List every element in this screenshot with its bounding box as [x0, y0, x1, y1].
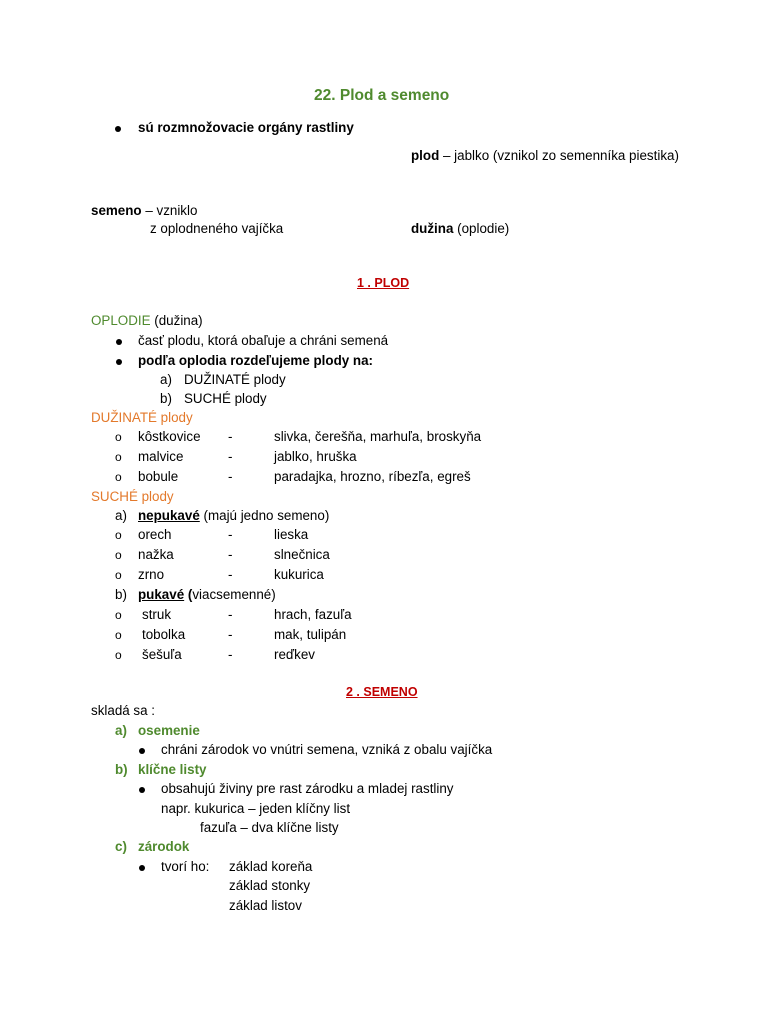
list-mark: c) — [115, 839, 127, 854]
fruit-examples: lieska — [274, 527, 309, 542]
semeno-term: semeno — [91, 203, 142, 218]
zarodok-lead: tvorí ho: — [161, 859, 210, 874]
bullet-icon — [139, 748, 145, 754]
pukave-rest: viacsemenné) — [192, 587, 276, 602]
fruit-examples: mak, tulipán — [274, 627, 347, 642]
dash-separator: - — [228, 429, 233, 444]
bullet-icon — [116, 359, 122, 365]
dash-separator: - — [228, 449, 233, 464]
oplodie-line — [91, 313, 203, 329]
zarodok-label: zárodok — [138, 839, 190, 854]
plod-definition: – jablko (vznikol zo semenníka piestika) — [439, 148, 679, 163]
plod-line — [411, 148, 679, 164]
klicne-listy-example-2: fazuľa – dva klíčne listy — [200, 820, 339, 835]
klicne-listy-text: obsahujú živiny pre rast zárodku a mladej rastliny — [161, 781, 454, 796]
pukave-paren: ( — [184, 587, 193, 602]
circle-bullet-icon: o — [115, 450, 122, 464]
duzina-line — [411, 221, 509, 237]
circle-bullet-icon: o — [115, 430, 122, 444]
klicne-listy-example-1: napr. kukurica – jeden klíčny list — [161, 801, 351, 816]
semeno-line-2: z oplodneného vajíčka — [150, 221, 284, 236]
duzinate-heading: DUŽINATÉ plody — [91, 410, 193, 425]
section-heading-semeno: 2 . SEMENO — [346, 685, 418, 699]
dash-separator: - — [228, 547, 233, 562]
semeno-definition: – vzniklo — [141, 203, 198, 218]
pukave-line — [138, 587, 276, 603]
dash-separator: - — [228, 567, 233, 582]
list-mark: b) — [115, 762, 128, 777]
fruit-type: šešuľa — [142, 647, 182, 662]
semeno-line — [91, 203, 197, 219]
nepukave-line — [138, 508, 329, 524]
fruit-type: nažka — [138, 547, 174, 562]
fruit-examples: slnečnica — [274, 547, 330, 562]
circle-bullet-icon: o — [115, 470, 122, 484]
fruit-type: bobule — [138, 469, 179, 484]
nepukave-rest: (majú jedno semeno) — [199, 508, 330, 523]
list-mark: b) — [160, 391, 172, 406]
fruit-type: orech — [138, 527, 172, 542]
intro-bullet-text: sú rozmnožovacie orgány rastliny — [138, 120, 354, 135]
duzina-definition: (oplodie) — [453, 221, 510, 236]
dash-separator: - — [228, 607, 233, 622]
fruit-examples: slivka, čerešňa, marhuľa, broskyňa — [274, 429, 482, 444]
section-heading-plod: 1 . PLOD — [357, 276, 410, 290]
bullet-icon — [115, 126, 121, 132]
fruit-examples: jablko, hruška — [274, 449, 357, 464]
plod-term: plod — [411, 148, 440, 163]
circle-bullet-icon: o — [115, 648, 122, 662]
zarodok-part: základ koreňa — [229, 859, 313, 874]
list-mark: a) — [115, 508, 127, 523]
circle-bullet-icon: o — [115, 628, 122, 642]
suche-heading: SUCHÉ plody — [91, 489, 174, 504]
oplodie-rest: (dužina) — [150, 313, 203, 328]
fruit-type: struk — [142, 607, 172, 622]
list-item-duzinate: DUŽINATÉ plody — [184, 372, 286, 387]
list-mark: a) — [160, 372, 172, 387]
pukave-label: pukavé — [138, 587, 185, 602]
list-item-suche: SUCHÉ plody — [184, 391, 267, 406]
osemenie-text: chráni zárodok vo vnútri semena, vzniká z obalu vajíčka — [161, 742, 493, 757]
zarodok-part: základ stonky — [229, 878, 311, 893]
fruit-type: zrno — [138, 567, 165, 582]
osemenie-label: osemenie — [138, 723, 200, 738]
fruit-examples: hrach, fazuľa — [274, 607, 352, 622]
dash-separator: - — [228, 527, 233, 542]
duzina-term: dužina — [411, 221, 454, 236]
list-mark: a) — [115, 723, 127, 738]
bullet-icon — [139, 787, 145, 793]
bullet-icon — [116, 339, 122, 345]
oplodie-bullet-2: podľa oplodia rozdeľujeme plody na: — [138, 353, 373, 368]
dash-separator: - — [228, 647, 233, 662]
klicne-listy-label: klíčne listy — [138, 762, 207, 777]
circle-bullet-icon: o — [115, 568, 122, 582]
nepukave-label: nepukavé — [138, 508, 200, 523]
circle-bullet-icon: o — [115, 528, 122, 542]
fruit-examples: kukurica — [274, 567, 324, 582]
fruit-examples: paradajka, hrozno, ríbezľa, egreš — [274, 469, 471, 484]
fruit-type: tobolka — [142, 627, 186, 642]
list-mark: b) — [115, 587, 127, 602]
bullet-icon — [139, 865, 145, 871]
circle-bullet-icon: o — [115, 548, 122, 562]
oplodie-bullet-1: časť plodu, ktorá obaľuje a chráni semená — [138, 333, 389, 348]
fruit-type: malvice — [138, 449, 184, 464]
page-title: 22. Plod a semeno — [314, 87, 450, 104]
dash-separator: - — [228, 469, 233, 484]
circle-bullet-icon: o — [115, 608, 122, 622]
oplodie-label: OPLODIE — [91, 313, 151, 328]
zarodok-part: základ listov — [229, 898, 302, 913]
fruit-examples: reďkev — [274, 647, 315, 662]
dash-separator: - — [228, 627, 233, 642]
semeno-intro: skladá sa : — [91, 703, 156, 718]
fruit-type: kôstkovice — [138, 429, 201, 444]
